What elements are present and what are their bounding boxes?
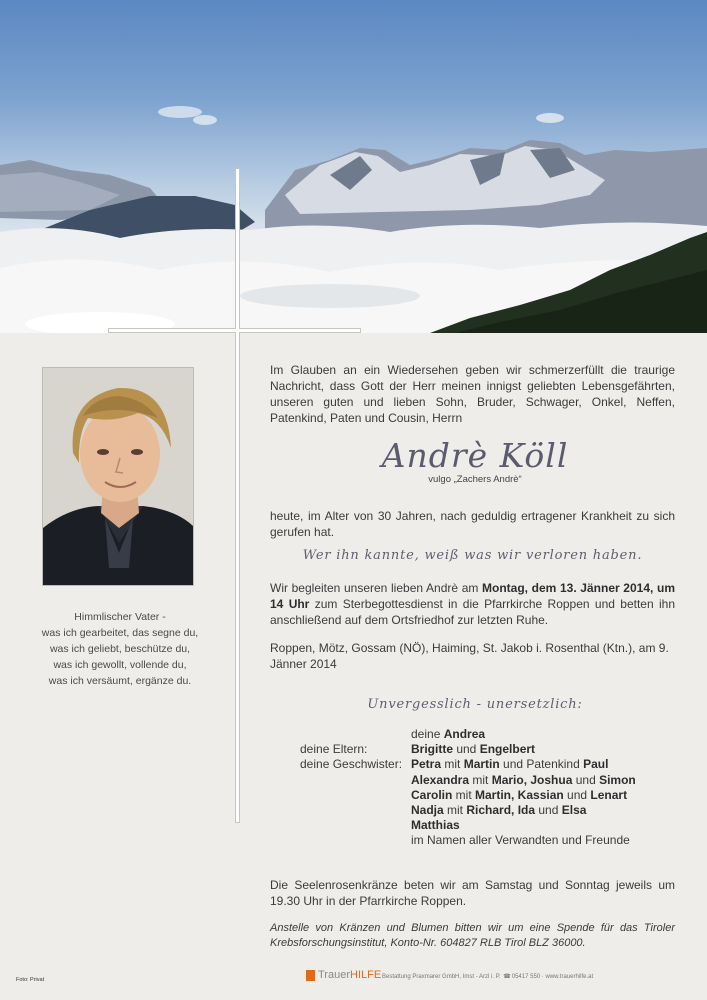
parent-name: Engelbert: [479, 742, 536, 757]
connector: und Patenkind: [499, 757, 584, 772]
photo-credit: Foto: Privat: [16, 977, 45, 983]
siblings-label: deine Geschwister:: [300, 757, 403, 772]
parent-name: Brigitte: [411, 742, 453, 757]
connector: und: [535, 802, 562, 817]
portrait-illustration: [43, 368, 194, 586]
sibling-entry: [411, 818, 460, 833]
sibling-entry: [411, 757, 608, 772]
sibling-name: Petra: [411, 757, 442, 772]
intro-paragraph: Im Glauben an ein Wiedersehen geben wir schmerzerfüllt die traurige Nachricht, dass Gott der Herr meinen innigst geliebten Lebensgefährten, unseren guten und lieben Sohn, Bruder, Schwager, Onkel, Neffen, Patenkind, Paten und Cousin, Herrn: [270, 363, 675, 425]
funeral-text-pre: Wir begleiten unseren lieben Andrè am: [270, 581, 483, 595]
connector: mit: [452, 787, 476, 802]
logo-mark: [306, 970, 315, 981]
logo: [318, 969, 381, 981]
header-mountain-photo: [0, 0, 707, 333]
sibling-entry: [411, 803, 586, 818]
parents-entry: [411, 742, 535, 757]
relative-name: Mario, Joshua: [491, 772, 573, 787]
cross-horizontal-line: [108, 328, 361, 333]
funeral-home-contact: 05417 550 · www.trauerhilfe.at: [511, 974, 594, 980]
phone-icon: ☎: [503, 974, 511, 980]
logo-text-a: Trauer: [318, 969, 350, 981]
connector: und: [572, 772, 600, 787]
relatives-entry: im Namen aller Verwandten und Freunde: [411, 833, 630, 848]
connector: und: [453, 742, 480, 757]
memorial-quote: Wer ihn kannte, weiß was wir verloren haben.: [302, 548, 643, 563]
relative-name: Lenart: [590, 787, 628, 802]
sibling-entry: [411, 773, 636, 788]
funeral-paragraph: [270, 580, 675, 628]
cross-vertical-line: [235, 168, 240, 823]
cross-intersection: [236, 328, 239, 333]
partner-entry: [411, 727, 485, 742]
poem-line: was ich geliebt, beschütze du,: [49, 643, 191, 655]
connector: mit: [441, 757, 464, 772]
relative-name: Richard, Ida: [466, 802, 536, 817]
connector: mit: [469, 772, 492, 787]
relative-name: Simon: [599, 772, 636, 787]
sibling-name: Nadja: [411, 802, 444, 817]
sibling-name: Carolin: [411, 787, 453, 802]
connector: mit: [443, 802, 467, 817]
relative-name: Paul: [583, 757, 609, 772]
relative-name: Elsa: [561, 802, 587, 817]
poem-line: Himmlischer Vater -: [74, 611, 166, 623]
mountain-landscape: [0, 0, 707, 333]
poem-line: was ich versäumt, ergänze du.: [48, 675, 192, 687]
sibling-name: Matthias: [411, 818, 460, 833]
relative-name: Martin, Kassian: [475, 787, 564, 802]
donation-paragraph: Anstelle von Kränzen und Blumen bitten wir um eine Spende für das Tiroler Krebsforschungsinstitut, Konto-Nr. 604827 RLB Tirol BLZ 36000.: [270, 922, 675, 949]
parents-label: deine Eltern:: [300, 742, 368, 757]
nickname: vulgo „Zachers Andrè“: [428, 474, 522, 485]
funeral-text-post: zum Sterbegottesdienst in die Pfarrkirche Roppen und betten ihn anschließend auf dem Ortsfriedhof zur letzten Ruhe.: [270, 597, 675, 627]
relative-name: Martin: [463, 757, 500, 772]
sibling-entry: [411, 788, 627, 803]
portrait-photo: [42, 367, 194, 586]
logo-text-b: HILFE: [350, 969, 382, 981]
connector: und: [563, 787, 591, 802]
rosary-paragraph: Die Seelenrosenkränze beten wir am Samstag und Sonntag jeweils um 19.30 Uhr in der Pfarrkirche Roppen.: [270, 878, 675, 908]
funeral-home-name: Bestattung Praxmarer GmbH, Imst - Arzl i. P.: [382, 974, 501, 980]
partner-prefix: deine: [411, 727, 444, 741]
sibling-name: Alexandra: [411, 772, 470, 787]
partner-name: Andrea: [443, 727, 486, 741]
poem-line: was ich gewollt, vollende du,: [53, 659, 187, 671]
funeral-date: Montag, dem 13. Jänner 2014, um 14 Uhr: [270, 581, 675, 611]
prayer-poem: [30, 609, 210, 689]
age-paragraph: heute, im Alter von 30 Jahren, nach geduldig ertragener Krankheit zu sich gerufen hat.: [270, 509, 675, 539]
deceased-name: Andrè Köll: [381, 436, 569, 475]
unforgettable-heading: Unvergesslich - unersetzlich:: [367, 697, 583, 712]
place-date: Roppen, Mötz, Gossam (NÖ), Haiming, St. Jakob i. Rosenthal (Ktn.), am 9. Jänner 2014: [270, 641, 669, 671]
funeral-home-info: [382, 973, 593, 980]
poem-line: was ich gearbeitet, das segne du,: [41, 627, 199, 639]
